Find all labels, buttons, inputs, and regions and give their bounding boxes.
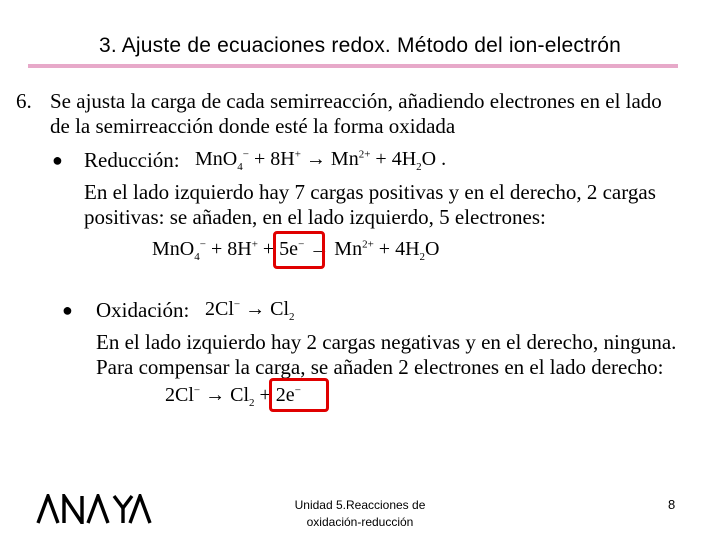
electrons-highlight-box <box>273 231 325 269</box>
oxidation-equation: $2Cl^- \to Cl_2$ <box>205 298 295 323</box>
title-divider <box>28 64 678 68</box>
reduction-equation: $MnO_4^- + 8H^+ \to Mn^{2+} + 4H_2O$ . <box>195 148 447 173</box>
oxidation-line-2: Para compensar la carga, se añaden 2 electrones en el lado derecho: <box>96 355 664 379</box>
step-line-1: Se ajusta la carga de cada semirreacción, añadiendo electrones en el lado <box>50 89 662 113</box>
step-line-2: de la semirreacción donde esté la forma oxidada <box>50 114 456 138</box>
reduction-line-2: positivas: se añaden, en el lado izquierdo, 5 electrones: <box>84 205 546 229</box>
anaya-logo-icon <box>36 494 152 524</box>
oxidation-line-1: En el lado izquierdo hay 2 cargas negativas y en el derecho, ninguna. <box>96 330 677 354</box>
reduction-balanced-equation: $MnO_4^- + 8H^+ + 5e^- \to Mn^{2+} + 4H_2O$ <box>152 238 440 263</box>
oxidation-balanced-equation: $2Cl^- \to Cl_2 + 2e^-$ <box>165 384 301 409</box>
bullet-icon: ● <box>52 150 63 170</box>
reduction-line-1: En el lado izquierdo hay 7 cargas positivas y en el derecho, 2 cargas <box>84 180 656 204</box>
footer-unit-line-1: Unidad 5.Reacciones de <box>294 498 426 512</box>
electrons-highlight-box <box>269 378 329 412</box>
slide-title: 3. Ajuste de ecuaciones redox. Método del ion-electrón <box>98 34 622 57</box>
anaya-logo <box>36 494 152 524</box>
footer-unit-line-2: oxidación-reducción <box>306 515 414 529</box>
bullet-icon: ● <box>62 300 73 320</box>
reduction-label: Reducción: <box>84 148 180 172</box>
page-number: 8 <box>668 497 676 512</box>
oxidation-label: Oxidación: <box>96 298 190 322</box>
step-number: 6. <box>16 89 32 113</box>
